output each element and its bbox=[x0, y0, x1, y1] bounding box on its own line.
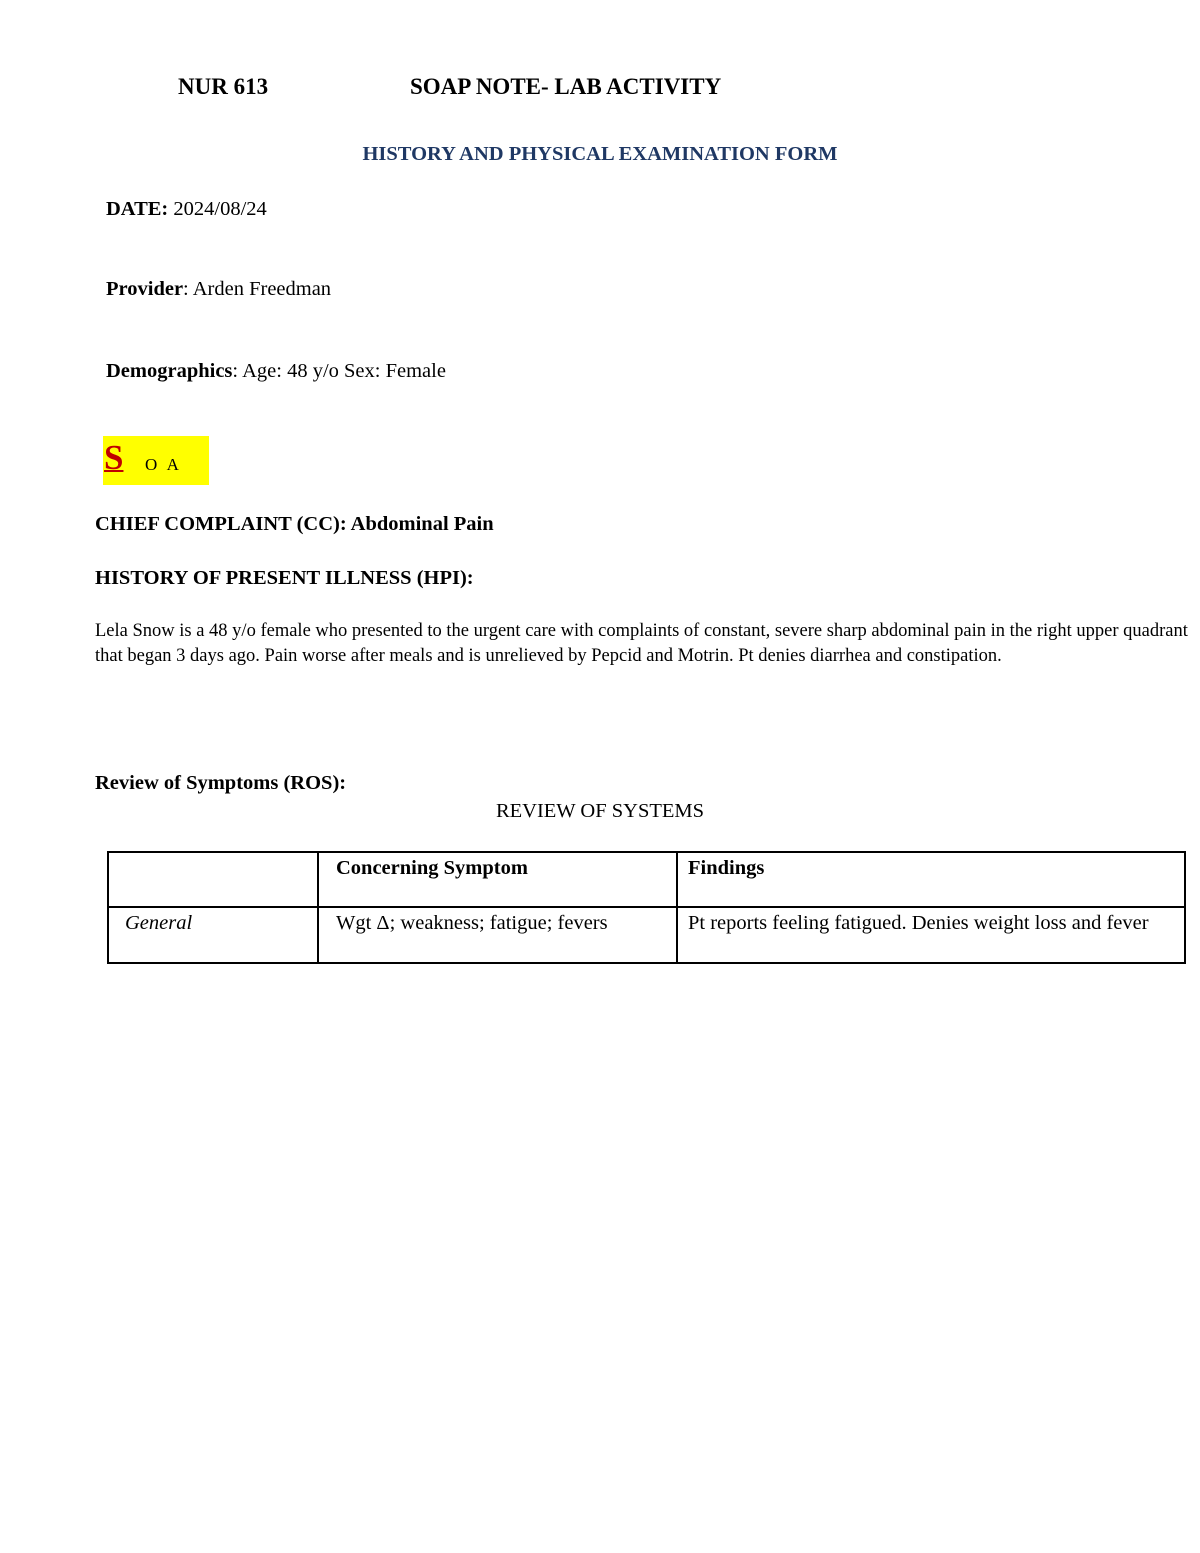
table-row bbox=[108, 907, 1185, 963]
findings-cell: Pt reports feeling fatigued. Denies weight loss and fever bbox=[677, 907, 1185, 963]
date-field bbox=[106, 198, 267, 221]
system-cell: General bbox=[108, 907, 318, 963]
demographics-field bbox=[106, 360, 446, 383]
soap-section-marker bbox=[103, 436, 209, 485]
hpi-heading: HISTORY OF PRESENT ILLNESS (HPI): bbox=[95, 567, 474, 589]
demographics-value: : Age: 48 y/o Sex: Female bbox=[232, 360, 446, 382]
chief-complaint: CHIEF COMPLAINT (CC): Abdominal Pain bbox=[95, 513, 494, 535]
table-header-cell: Concerning Symptom bbox=[318, 852, 677, 907]
ros-heading: Review of Symptoms (ROS): bbox=[95, 772, 347, 794]
date-value: 2024/08/24 bbox=[168, 198, 267, 220]
course-code: NUR 613 bbox=[178, 74, 269, 99]
table-header-cell: Findings bbox=[677, 852, 1185, 907]
symptom-cell: Wgt Δ; weakness; fatigue; fevers bbox=[318, 907, 677, 963]
document-title: SOAP NOTE- LAB ACTIVITY bbox=[410, 74, 722, 99]
form-title: HISTORY AND PHYSICAL EXAMINATION FORM bbox=[362, 143, 838, 165]
soap-remaining-letters: O A bbox=[145, 455, 182, 474]
provider-field bbox=[106, 278, 331, 301]
table-header-cell bbox=[108, 852, 318, 907]
ros-subheading: REVIEW OF SYSTEMS bbox=[495, 800, 705, 822]
demographics-label: Demographics bbox=[106, 360, 233, 382]
date-label: DATE: bbox=[106, 198, 169, 220]
soap-active-letter: S bbox=[104, 438, 124, 477]
table-header-row bbox=[108, 852, 1185, 907]
ros-table bbox=[107, 851, 1186, 964]
provider-value: : Arden Freedman bbox=[183, 278, 332, 300]
provider-label: Provider bbox=[106, 278, 184, 300]
hpi-text: Lela Snow is a 48 y/o female who presented to the urgent care with complaints of constant, severe sharp abdominal pain in the right upper quadrant that began 3 days ago. Pain worse after meals and is unrelieved by Pepcid and Motrin. Pt denies diarrhea and constipation. bbox=[95, 621, 1188, 666]
